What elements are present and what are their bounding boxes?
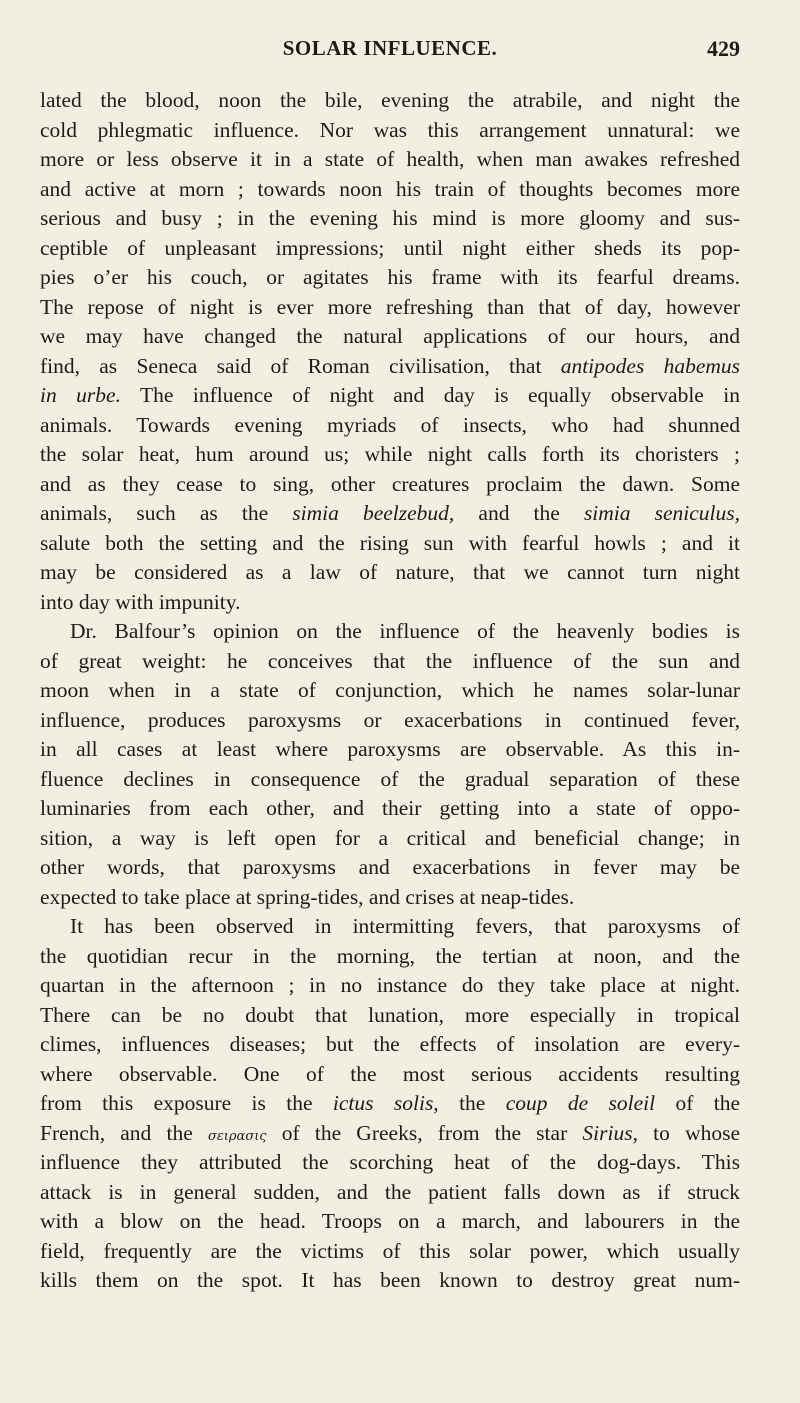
text-line: There can be no doubt that lunation, more especially in tropical: [40, 1002, 740, 1027]
text-line: expected to take place at spring-tides, and crises at neap-tides.: [40, 884, 575, 909]
running-title: SOLAR INFLUENCE.: [282, 36, 498, 60]
italic-phrase: coup de soleil: [505, 1091, 656, 1115]
text-line: sition, a way is left open for a critical and beneficial change; in: [40, 825, 740, 850]
text-segment: find, as Seneca said of Roman civilisation, that: [40, 353, 542, 378]
text-line: into day with impunity.: [40, 589, 241, 614]
text-line: may be considered as a law of nature, that we cannot turn night: [40, 560, 740, 584]
text-segment: the: [459, 1091, 486, 1115]
paragraph-start-line: It has been observed in intermitting fevers, that paroxysms of: [70, 914, 740, 938]
text-line: [40, 499, 740, 529]
text-line: quartan in the afternoon ; in no instance do they take place at night.: [40, 973, 740, 997]
text-line: the quotidian recur in the morning, the tertian at noon, and the: [40, 943, 740, 968]
text-segment: French, and the: [40, 1120, 193, 1145]
body-text: [40, 86, 740, 1296]
text-line: and as they cease to sing, other creatures proclaim the dawn. Some: [40, 471, 740, 496]
text-line: [40, 1119, 740, 1149]
text-line: [40, 352, 740, 382]
text-line: [40, 381, 740, 411]
page-number: 429: [707, 36, 740, 61]
text-segment: from this exposure is the: [40, 1091, 313, 1115]
text-line: cold phlegmatic influence. Nor was this arrangement unnatural: we: [40, 117, 740, 142]
text-line: ceptible of unpleasant impressions; until night either sheds its pop-: [40, 235, 740, 260]
greek-word: σειρασις: [207, 1128, 267, 1144]
text-line: kills them on the spot. It has been known to destroy great num-: [40, 1268, 740, 1292]
text-line: influence, produces paroxysms or exacerbations in continued fever,: [40, 707, 740, 732]
text-line: attack is in general sudden, and the patient falls down as if struck: [40, 1179, 740, 1204]
text-segment: and the: [478, 501, 560, 525]
text-line: field, frequently are the victims of this solar power, which usually: [40, 1238, 740, 1263]
text-line: [40, 1089, 740, 1119]
italic-phrase: Sirius,: [582, 1120, 638, 1145]
text-segment: to whose: [653, 1120, 741, 1145]
text-segment: of the: [675, 1091, 741, 1115]
text-line: with a blow on the head. Troops on a march, and labourers in the: [40, 1209, 740, 1233]
text-line: influence they attributed the scorching heat of the dog-days. This: [40, 1150, 740, 1174]
text-line: we may have changed the natural applications of our hours, and: [40, 324, 740, 348]
text-line: animals. Towards evening myriads of insects, who had shunned: [40, 412, 740, 437]
text-line: salute both the setting and the rising sun with fearful howls ; and it: [40, 530, 740, 555]
italic-phrase: ictus solis,: [332, 1091, 439, 1115]
text-segment: The influence of night and day is equally observable in: [140, 383, 740, 407]
italic-phrase: antipodes habemus: [560, 353, 741, 378]
italic-phrase: simia seniculus,: [583, 501, 741, 525]
text-segment: of the Greeks, from the star: [281, 1120, 568, 1145]
text-line: more or less observe it in a state of health, when man awakes refreshed: [40, 147, 740, 171]
text-line: fluence declines in consequence of the gradual separation of these: [40, 766, 740, 791]
text-line: lated the blood, noon the bile, evening the atrabile, and night the: [40, 88, 740, 112]
text-line: pies o’er his couch, or agitates his frame with its fearful dreams.: [40, 265, 740, 289]
text-line: of great weight: he conceives that the influence of the sun and: [40, 648, 740, 673]
running-header: [40, 36, 740, 66]
text-line: and active at morn ; towards noon his train of thoughts becomes more: [40, 176, 740, 201]
text-line: climes, influences diseases; but the effects of insolation are every-: [40, 1032, 740, 1056]
text-line: The repose of night is ever more refreshing than that of day, however: [40, 294, 740, 319]
text-segment: animals, such as the: [40, 501, 269, 525]
italic-phrase: in urbe.: [40, 383, 121, 407]
text-line: luminaries from each other, and their getting into a state of oppo-: [40, 796, 740, 820]
text-line: the solar heat, hum around us; while night calls forth its choristers ;: [40, 442, 740, 466]
text-line: in all cases at least where paroxysms are observable. As this in-: [40, 737, 740, 761]
text-line: where observable. One of the most serious accidents resulting: [40, 1061, 740, 1086]
text-line: other words, that paroxysms and exacerbations in fever may be: [40, 855, 740, 879]
italic-phrase: simia beelzebud,: [292, 501, 455, 525]
paragraph-start-line: Dr. Balfour’s opinion on the influence of the heavenly bodies is: [70, 619, 740, 643]
text-line: moon when in a state of conjunction, which he names solar-lunar: [40, 678, 740, 702]
text-line: serious and busy ; in the evening his mind is more gloomy and sus-: [40, 206, 740, 230]
